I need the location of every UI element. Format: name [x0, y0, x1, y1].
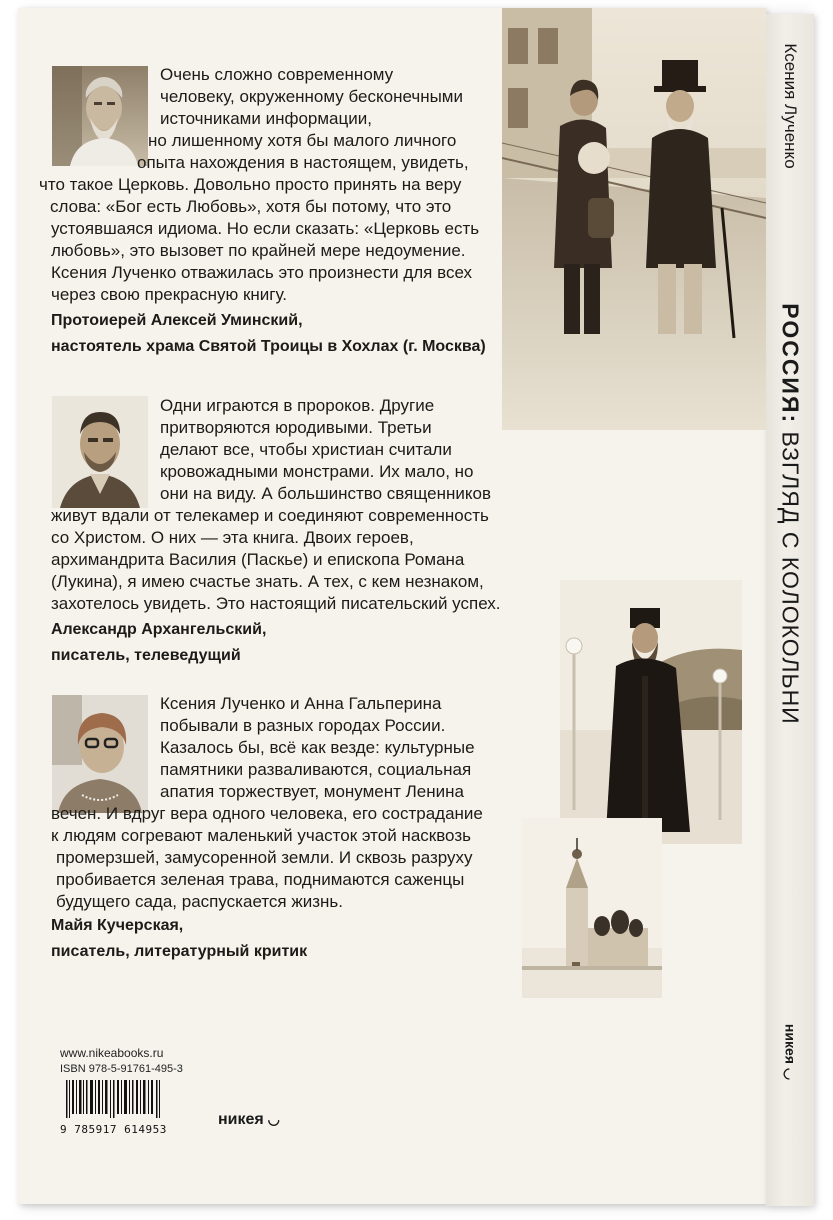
photo-street-couple: [502, 8, 766, 430]
website-text: www.nikeabooks.ru: [60, 1046, 164, 1060]
review-3-line: Казалось бы, всё как везде: культурные: [160, 738, 475, 757]
book-spine: [766, 14, 814, 1206]
review-1-author: Протоиерей Алексей Уминский,: [51, 312, 303, 329]
review-1-line: устоявшаяся идиома. Но если сказать: «Церковь есть: [51, 219, 480, 238]
spine-author: Ксения Лученко: [781, 43, 800, 169]
review-2-line: делают все, чтобы христиан считали: [160, 440, 452, 459]
barcode-number: 9 785917 614953: [60, 1123, 167, 1136]
review-1-line: через свою прекрасную книгу.: [51, 285, 287, 304]
review-3-line: будущего сада, распускается жизнь.: [56, 892, 343, 911]
review-2-author-title: писатель, телеведущий: [51, 647, 241, 664]
review-2-line: архимандрита Василия (Паскье) и епископа Романа: [51, 550, 465, 569]
review-1-line: любовь», это вызовет по крайней мере недоумение.: [51, 241, 466, 260]
review-1-line: слова: «Бог есть Любовь», хотя бы потому, что это: [50, 197, 452, 216]
spine-title-bold: РОССИЯ:: [777, 303, 804, 425]
review-3-line: вечен. И вдруг вера одного человека, его сострадание: [51, 804, 483, 823]
review-1-line: что такое Церковь. Довольно просто принять на веру: [39, 175, 462, 194]
review-1-line: человеку, окруженному бесконечными: [160, 87, 463, 106]
review-3-author: Майя Кучерская,: [51, 917, 184, 934]
review-1-author-title: настоятель храма Святой Троицы в Хохлах (г. Москва): [51, 338, 486, 355]
review-1: [20, 64, 486, 358]
review-2: [20, 395, 501, 667]
photo-church: [522, 818, 662, 998]
spine-publisher-label: никея: [782, 1023, 799, 1064]
spine-title-rest: ВЗГЛЯД С КОЛОКОЛЬНИ: [777, 424, 804, 725]
review-3-author-title: писатель, литературный критик: [51, 943, 308, 960]
review-3-line: апатия торжествует, монумент Ленина: [160, 782, 464, 801]
review-3-line: пробивается зеленая трава, поднимаются саженцы: [56, 870, 465, 889]
publisher-logo: [218, 1111, 280, 1129]
spine-title: [777, 303, 804, 724]
review-3-line: памятники разваливаются, социальная: [160, 760, 472, 779]
review-2-line: притворяются юродивыми. Третьи: [160, 418, 432, 437]
review-2-line: живут вдали от телекамер и соединяют современность: [51, 506, 489, 525]
review-1-line: источниками информации,: [160, 109, 372, 128]
isbn-text: ISBN 978-5-91761-495-3: [60, 1063, 183, 1075]
review-3-line: побывали в разных городах России.: [160, 716, 446, 735]
review-2-line: захотелось увидеть. Это настоящий писательский успех.: [51, 594, 501, 613]
review-1-line: опыта нахождения в настоящем, увидеть,: [137, 153, 469, 172]
barcode-bars: [60, 1080, 168, 1118]
review-3: [20, 693, 483, 963]
review-2-line: со Христом. О них — эта книга. Двоих героев,: [51, 528, 414, 547]
photo-priest: [560, 580, 742, 844]
review-1-line: Ксения Лученко отважилась это произнести для всех: [51, 263, 473, 282]
review-3-line: промерзшей, замусоренной земли. И сквозь разруху: [56, 848, 473, 867]
publisher-logo-icon: ◡: [263, 1111, 280, 1127]
review-2-line: Одни играются в пророков. Другие: [160, 396, 435, 415]
review-1-line: Очень сложно современному: [160, 65, 394, 84]
review-2-line: они на виду. А большинство священников: [160, 484, 491, 503]
spine-publisher: никея ◡: [782, 1023, 799, 1081]
review-3-line: Ксения Лученко и Анна Гальперина: [160, 694, 442, 713]
barcode: [60, 1080, 168, 1136]
review-2-author: Александр Архангельский,: [51, 621, 267, 638]
review-3-line: к людям согревают маленький участок этой насквозь: [51, 826, 471, 845]
publisher-logo-text: никея: [218, 1111, 264, 1128]
review-1-line: но лишенному хотя бы малого личного: [148, 131, 457, 150]
review-2-line: кровожадными монстрами. Их мало, но: [160, 462, 474, 481]
review-2-line: (Лукина), я имею счастье знать. А тех, с кем незнаком,: [51, 572, 484, 591]
